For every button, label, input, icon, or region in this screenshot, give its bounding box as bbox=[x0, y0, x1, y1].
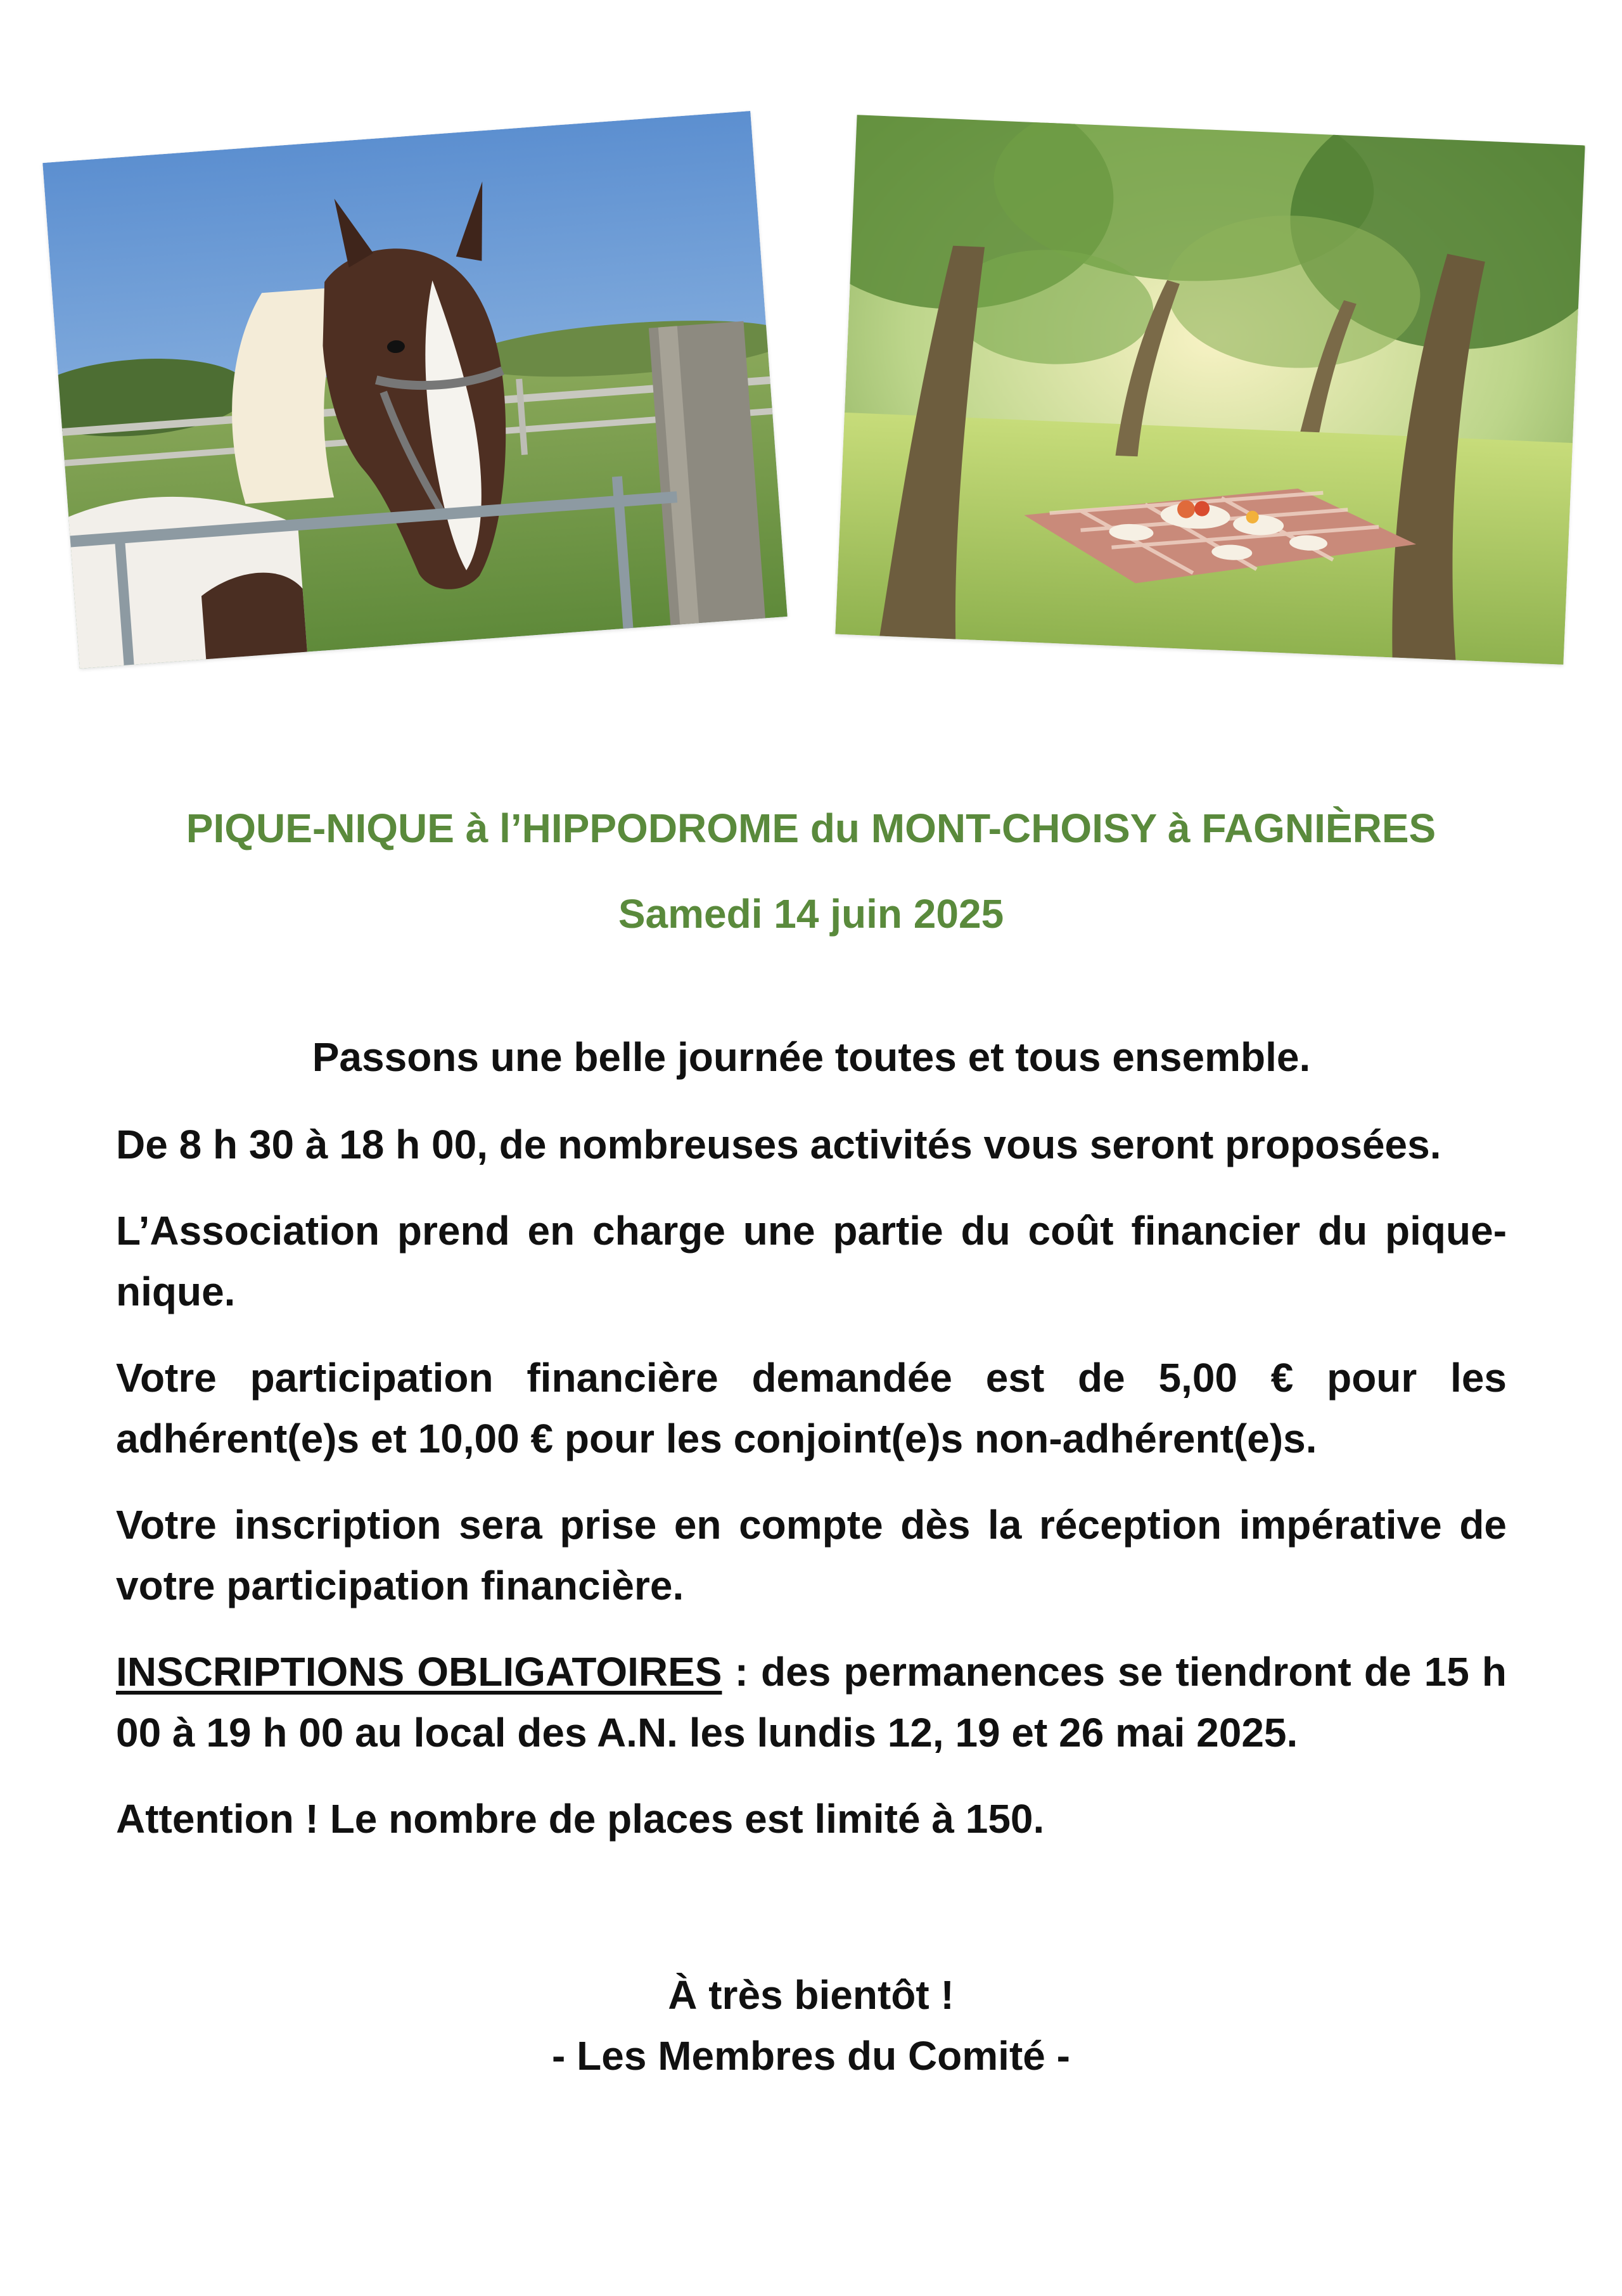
horse-photo bbox=[42, 111, 788, 669]
intro-paragraph: Passons une belle journée toutes et tous ensemble. bbox=[312, 1034, 1311, 1080]
event-description bbox=[116, 1027, 1507, 1875]
event-date: Samedi 14 juin 2025 bbox=[618, 891, 1004, 937]
picnic-watercolor bbox=[835, 115, 1585, 664]
closing-greeting: À très bientôt ! bbox=[668, 1972, 954, 2018]
price-paragraph: Votre participation financière demandée est de 5,00 € pour les adhérent(e)s et 10,00 € pour les conjoint(e)s non-adhérent(e)s. bbox=[116, 1355, 1507, 1461]
event-title: PIQUE-NIQUE à l’HIPPODROME du MONT-CHOISY à FAGNIÈRES bbox=[186, 805, 1436, 851]
registration-text: : des permanences se tiendront de 15 h 00 à 19 h 00 au local des A.N. les lundis 12, 19 et 26 mai 2025. bbox=[116, 1649, 1507, 1755]
registration-label: INSCRIPTIONS OBLIGATOIRES bbox=[116, 1649, 722, 1695]
registration-paragraph bbox=[116, 1641, 1507, 1763]
closing bbox=[0, 1965, 1622, 2086]
picnic-illustration-icon bbox=[835, 115, 1585, 664]
closing-signature: - Les Membres du Comité - bbox=[552, 2033, 1070, 2079]
schedule-paragraph: De 8 h 30 à 18 h 00, de nombreuses activités vous seront proposées. bbox=[116, 1122, 1441, 1167]
funding-paragraph: L’Association prend en charge une partie du coût financier du pique-nique. bbox=[116, 1208, 1507, 1314]
horse-photo-icon bbox=[42, 111, 788, 669]
capacity-paragraph: Attention ! Le nombre de places est limité à 150. bbox=[116, 1796, 1045, 1842]
payment-paragraph: Votre inscription sera prise en compte dès la réception impérative de votre participation financière. bbox=[116, 1502, 1507, 1608]
